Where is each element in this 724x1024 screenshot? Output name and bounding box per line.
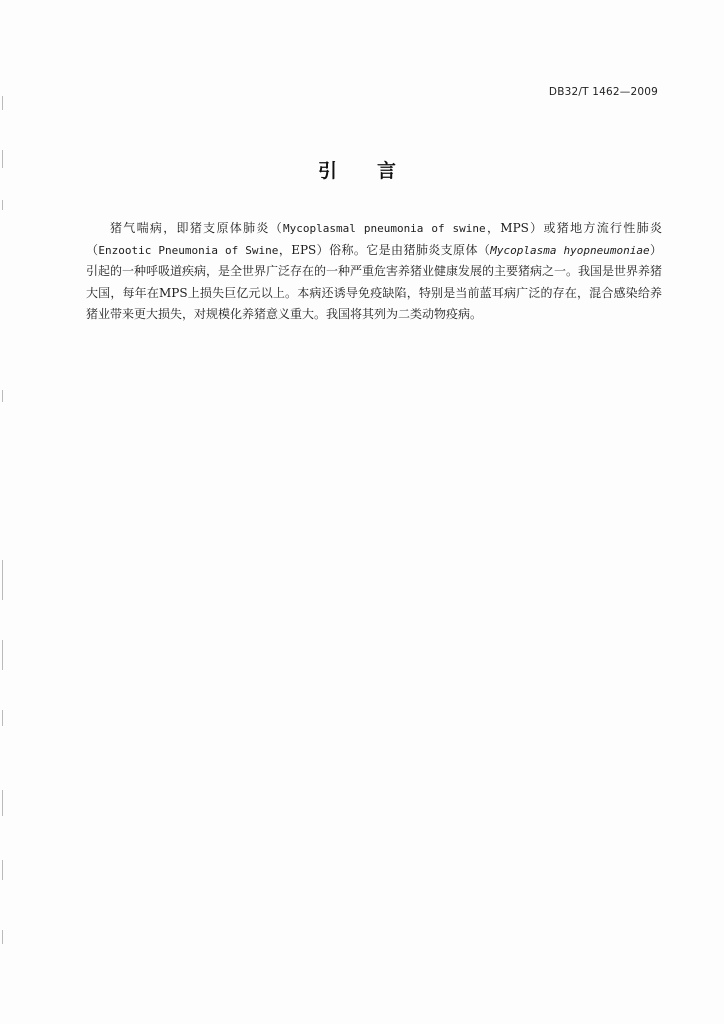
scan-noise-top <box>0 0 724 6</box>
paragraph-text-2: ，MPS）或猪地方流行性肺炎（ <box>86 221 662 257</box>
introduction-paragraph <box>86 218 662 326</box>
paragraph-text-1: 猪气喘病，即猪支原体肺炎（ <box>110 221 284 235</box>
latin-name-eps: Enzootic Pneumonia of Swine <box>98 243 279 257</box>
paragraph-text-4: ）引起的一种呼吸道疾病，是全世界广泛存在的一种严重危害养猪业健康发展的主要猪病之一。我国是世界养猪大国，每年在MPS上损失巨亿元以上。本病还诱导免疫缺陷，特别是当前蓝耳病广泛的存在，混合感染给养猪业带来更大损失，对规模化养猪意义重大。我国将其列为二类动物疫病。 <box>86 242 663 321</box>
scan-noise-left-edge <box>0 0 8 1024</box>
latin-name-mps: Mycoplasmal pneumonia of swine <box>283 222 486 235</box>
paragraph-text-3: ，EPS）俗称。它是由猪肺炎支原体（ <box>278 242 491 257</box>
species-name: Mycoplasma hyopneumoniae <box>490 243 650 257</box>
standard-code: DB32/T 1462—2009 <box>548 86 658 98</box>
page-title: 引言 <box>317 160 436 182</box>
introduction-body <box>86 218 662 326</box>
